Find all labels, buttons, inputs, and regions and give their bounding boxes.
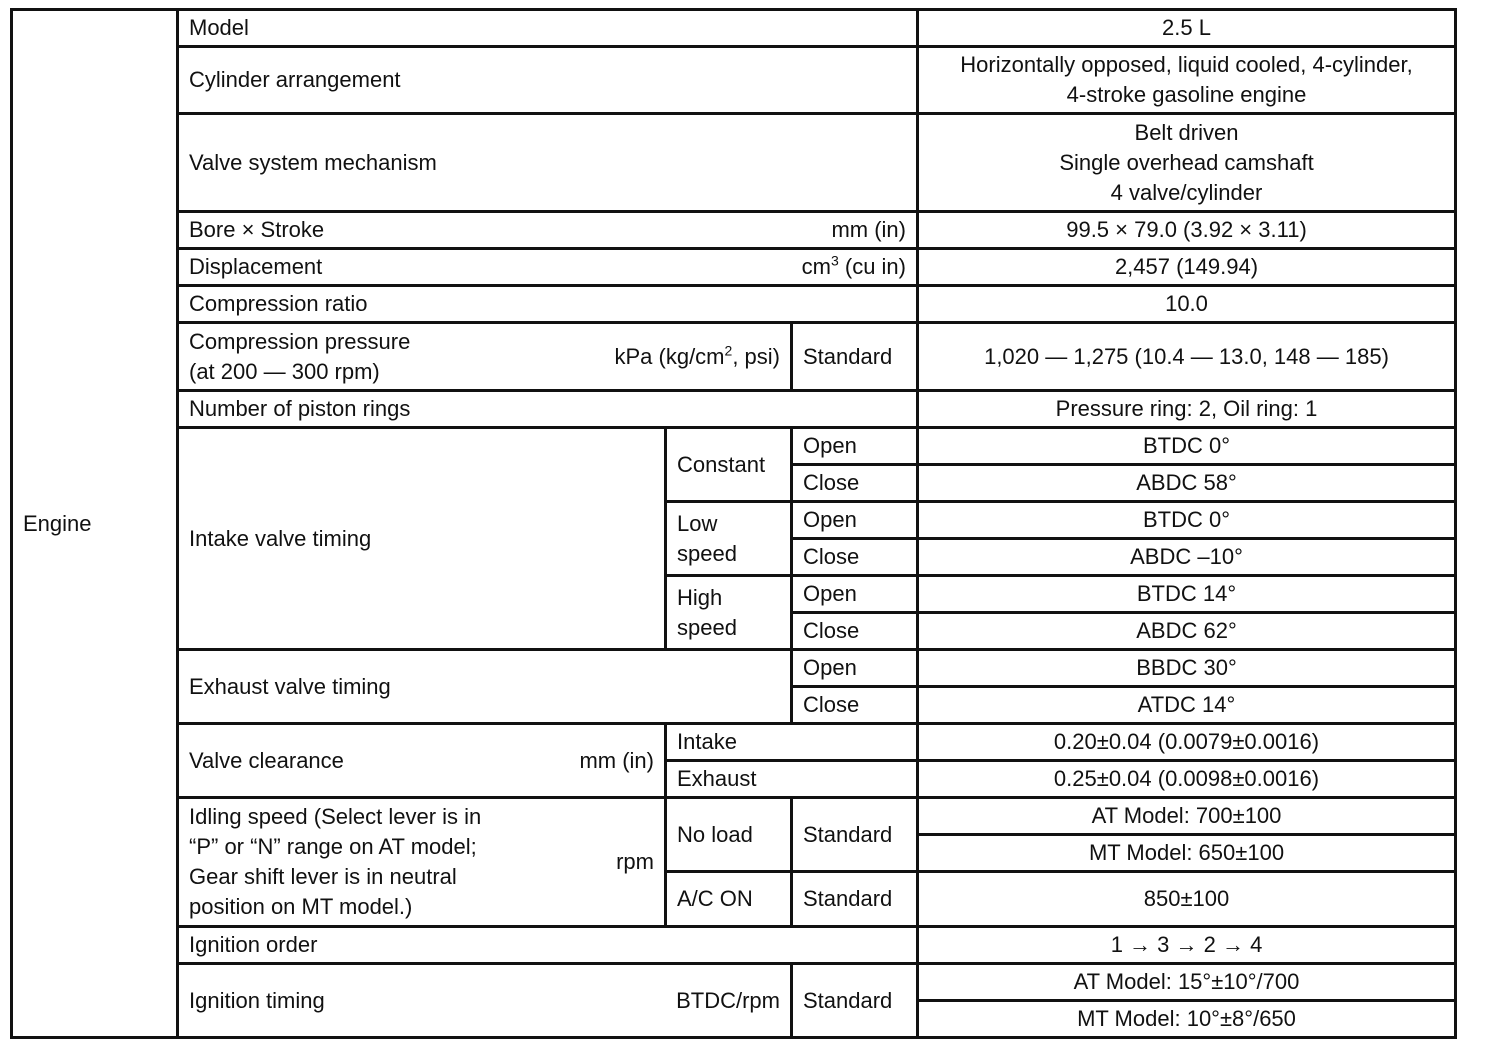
bore-stroke-label: Bore × Stroke <box>189 217 325 242</box>
displacement-cell <box>178 249 918 286</box>
intake-low-open-value: BTDC 0° <box>918 502 1456 539</box>
exhaust-timing-label: Exhaust valve timing <box>178 650 792 724</box>
intake-high-open-label: Open <box>792 576 918 613</box>
valve-clearance-unit: mm (in) <box>579 747 654 773</box>
engine-spec-table <box>10 8 1457 1039</box>
intake-high-close-value: ABDC 62° <box>918 613 1456 650</box>
section-label: Engine <box>12 10 178 1038</box>
row-ignition-timing-at <box>12 964 1456 1001</box>
intake-constant-close-value: ABDC 58° <box>918 465 1456 502</box>
model-label: Model <box>178 10 918 47</box>
row-compression-pressure <box>12 323 1456 391</box>
idling-ac-value: 850±100 <box>918 872 1456 927</box>
valve-clearance-exhaust-value: 0.25±0.04 (0.0098±0.0016) <box>918 761 1456 798</box>
bore-stroke-unit: mm (in) <box>831 217 906 242</box>
ignition-timing-at-value: AT Model: 15°±10°/700 <box>918 964 1456 1001</box>
row-model <box>12 10 1456 47</box>
exhaust-open-label: Open <box>792 650 918 687</box>
piston-rings-label: Number of piston rings <box>178 391 918 428</box>
displacement-label: Displacement <box>189 254 323 279</box>
bore-stroke-cell <box>178 212 918 249</box>
intake-timing-label: Intake valve timing <box>178 428 666 650</box>
ignition-order-label: Ignition order <box>178 927 918 964</box>
idling-speed-cell <box>178 798 666 927</box>
exhaust-close-value: ATDC 14° <box>918 687 1456 724</box>
valve-system-label: Valve system mechanism <box>178 114 918 212</box>
intake-low-label: Low speed <box>666 502 792 576</box>
intake-high-close-label: Close <box>792 613 918 650</box>
compression-ratio-label: Compression ratio <box>178 286 918 323</box>
idling-ac-on: A/C ON <box>666 872 792 927</box>
row-valve-system <box>12 114 1456 212</box>
compression-pressure-condition: Standard <box>792 323 918 391</box>
row-exhaust-open <box>12 650 1456 687</box>
row-piston-rings <box>12 391 1456 428</box>
valve-clearance-cell <box>178 724 666 798</box>
intake-constant-label: Constant <box>666 428 792 502</box>
idling-standard-1: Standard <box>792 798 918 872</box>
ignition-timing-unit: BTDC/rpm <box>676 987 780 1013</box>
row-valve-clearance-intake <box>12 724 1456 761</box>
valve-clearance-label: Valve clearance <box>189 747 344 773</box>
cylinder-arrangement-line2: 4-stroke gasoline engine <box>1066 82 1307 107</box>
bore-stroke-value: 99.5 × 79.0 (3.92 × 3.11) <box>918 212 1456 249</box>
compression-pressure-unit: kPa ($kg/cm^2$, psi) <box>614 342 780 369</box>
idling-speed-label: Idling speed (Select lever is in “P” or “N” range on AT model; Gear shift lever is in neutral position on MT model.) <box>189 804 482 919</box>
exhaust-close-label: Close <box>792 687 918 724</box>
displacement-value: 2,457 (149.94) <box>918 249 1456 286</box>
valve-clearance-intake-value: 0.20±0.04 (0.0079±0.0016) <box>918 724 1456 761</box>
idling-standard-2: Standard <box>792 872 918 927</box>
valve-system-value <box>918 114 1456 212</box>
intake-high-label: High speed <box>666 576 792 650</box>
row-displacement <box>12 249 1456 286</box>
ignition-timing-cell <box>178 964 792 1038</box>
row-bore-stroke <box>12 212 1456 249</box>
intake-low-open-label: Open <box>792 502 918 539</box>
displacement-unit: $cm^3$ (cu in) <box>801 252 906 279</box>
exhaust-open-value: BBDC 30° <box>918 650 1456 687</box>
idling-no-load: No load <box>666 798 792 872</box>
ignition-timing-condition: Standard <box>792 964 918 1038</box>
ignition-order-value: 1 → 3 → 2 → 4 <box>918 927 1456 964</box>
compression-pressure-value: 1,020 — 1,275 (10.4 — 13.0, 148 — 185) <box>918 323 1456 391</box>
row-cylinder-arrangement <box>12 47 1456 114</box>
compression-pressure-cell <box>178 323 792 391</box>
row-intake-constant-open <box>12 428 1456 465</box>
compression-ratio-value: 10.0 <box>918 286 1456 323</box>
valve-system-line1: Belt driven <box>1134 119 1239 145</box>
piston-rings-value: Pressure ring: 2, Oil ring: 1 <box>918 391 1456 428</box>
model-value: 2.5 L <box>918 10 1456 47</box>
cylinder-arrangement-value <box>918 47 1456 114</box>
valve-system-line3: 4 valve/cylinder <box>1110 179 1263 205</box>
ignition-timing-label: Ignition timing <box>189 987 325 1013</box>
row-ignition-order <box>12 927 1456 964</box>
idling-speed-unit: rpm <box>616 849 654 874</box>
idling-at-value: AT Model: 700±100 <box>918 798 1456 835</box>
row-idling-at <box>12 798 1456 835</box>
row-compression-ratio <box>12 286 1456 323</box>
intake-high-open-value: BTDC 14° <box>918 576 1456 613</box>
intake-constant-open-value: BTDC 0° <box>918 428 1456 465</box>
intake-low-close-label: Close <box>792 539 918 576</box>
compression-pressure-label: Compression pressure (at 200 — 300 rpm) <box>189 328 411 384</box>
intake-constant-close-label: Close <box>792 465 918 502</box>
valve-clearance-intake-label: Intake <box>666 724 918 761</box>
idling-mt-value: MT Model: 650±100 <box>918 835 1456 872</box>
cylinder-arrangement-label: Cylinder arrangement <box>178 47 918 114</box>
intake-low-close-value: ABDC –10° <box>918 539 1456 576</box>
intake-constant-open-label: Open <box>792 428 918 465</box>
ignition-timing-mt-value: MT Model: 10°±8°/650 <box>918 1001 1456 1038</box>
valve-system-line2: Single overhead camshaft <box>1059 149 1314 175</box>
valve-clearance-exhaust-label: Exhaust <box>666 761 918 798</box>
cylinder-arrangement-line1: Horizontally opposed, liquid cooled, 4-cylinder, <box>960 52 1413 77</box>
